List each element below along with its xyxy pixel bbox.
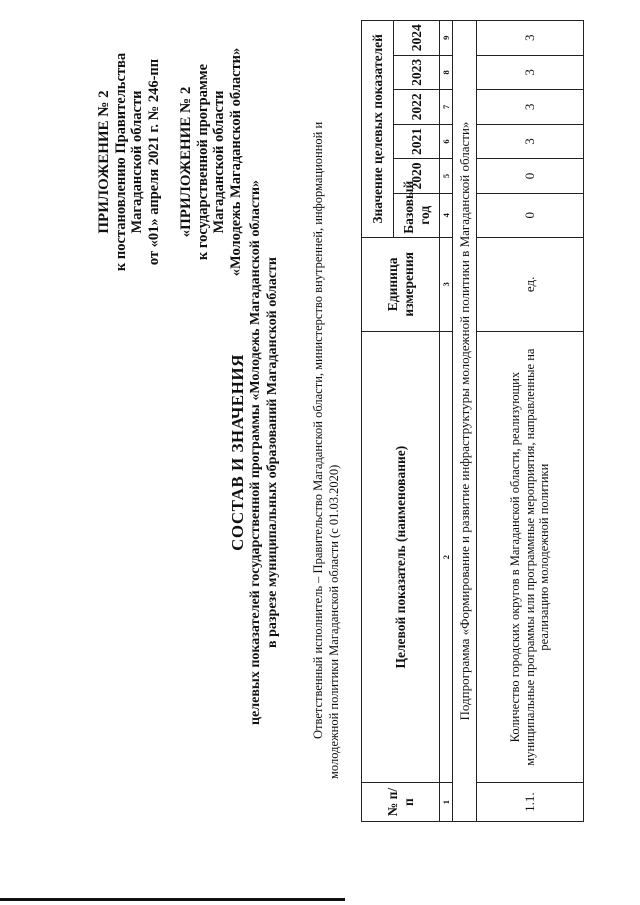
- appendix-program-line: «Молодежь Магаданской области»: [227, 47, 244, 277]
- column-number: 7: [440, 90, 453, 125]
- header-num: № п/п: [362, 783, 440, 822]
- appendix-decree-line: от «01» апреля 2021 г. № 246-пп: [145, 58, 162, 266]
- row-value-2020: 0: [477, 159, 584, 194]
- document-title: СОСТАВ И ЗНАЧЕНИЯ: [228, 354, 247, 551]
- appendix-decree-line: Магаданской области: [129, 90, 145, 234]
- appendix-decree-title: ПРИЛОЖЕНИЕ № 2: [96, 90, 112, 234]
- appendix-decree-line: к постановлению Правительства: [112, 52, 129, 272]
- row-indicator: Количество городских округов в Магаданской области, реализующих муниципальные программы или программные мероприятия, направленные на реализацию молодежной политики: [477, 331, 584, 782]
- header-year: 2021: [394, 124, 440, 159]
- column-number: 1: [440, 783, 453, 822]
- header-year: 2023: [394, 55, 440, 90]
- appendix-decree: [96, 0, 162, 327]
- header-year: 2024: [394, 21, 440, 56]
- table-row: [477, 21, 584, 822]
- header-indicator: Целевой показатель (наименование): [362, 331, 440, 782]
- header-year: 2020: [394, 159, 440, 194]
- column-number: 4: [440, 193, 453, 237]
- header-values-group: Значение целевых показателей: [362, 21, 394, 238]
- row-value-2021: 3: [477, 124, 584, 159]
- column-number: 5: [440, 159, 453, 194]
- indicators-table: [361, 20, 584, 822]
- responsible-line: молодежной политики Магаданской области (с 01.03.2020): [327, 464, 341, 779]
- appendix-program-line: Магаданской области: [211, 90, 227, 234]
- row-base-value: 0: [477, 193, 584, 237]
- column-number: 9: [440, 21, 453, 56]
- column-number: 2: [440, 331, 453, 782]
- row-value-2022: 3: [477, 90, 584, 125]
- appendix-program-line: к государственной программе: [194, 63, 211, 261]
- column-number: 3: [440, 237, 453, 331]
- column-number: 6: [440, 124, 453, 159]
- document-subtitle: в разрезе муниципальных образований Магаданской области: [265, 257, 280, 648]
- responsible-line: Ответственный исполнитель – Правительство Магаданской области, министерство внутренней, информационной и: [311, 121, 325, 739]
- appendix-program-title: «ПРИЛОЖЕНИЕ № 2: [178, 86, 194, 238]
- row-num: 1.1.: [477, 783, 584, 822]
- responsible-executor: [310, 64, 342, 779]
- row-value-2023: 3: [477, 55, 584, 90]
- document-subtitle: целевых показателей государственной программы «Молодежь Магаданской области»: [248, 179, 263, 726]
- subprogram-title: Подпрограмма «Формирование и развитие инфраструктуры молодежной политики в Магаданской области»: [453, 21, 477, 822]
- row-value-2024: 3: [477, 21, 584, 56]
- header-base-year: Базовый год: [394, 193, 440, 237]
- header-year: 2022: [394, 90, 440, 125]
- column-number: 8: [440, 55, 453, 90]
- row-unit: ед.: [477, 237, 584, 331]
- header-unit: Единица измерения: [362, 237, 440, 331]
